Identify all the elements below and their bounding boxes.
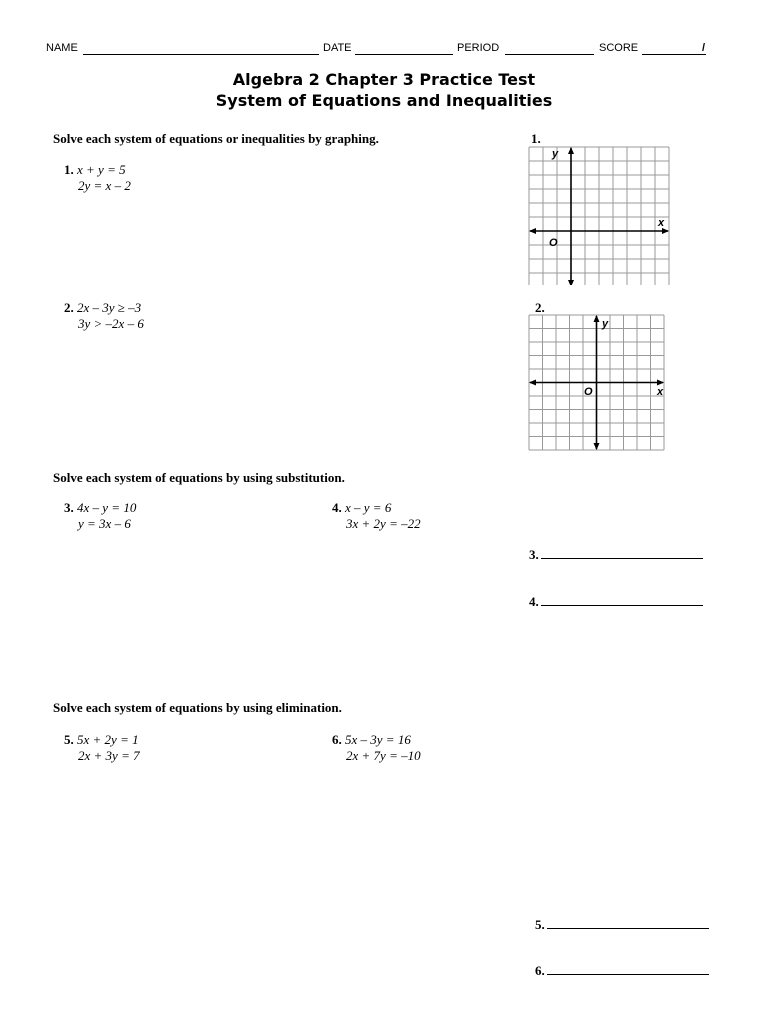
substitution-instructions: Solve each system of equations by using substitution. [53, 470, 345, 485]
problem-3 [64, 500, 136, 532]
problem-6-eq2: 2x + 7y = –10 [346, 748, 421, 763]
problem-6-number: 6. [332, 732, 342, 747]
graph-1-number: 1. [531, 131, 541, 146]
answer-5-field[interactable] [547, 916, 709, 929]
answer-5-number: 5. [535, 917, 545, 932]
problem-2-eq2: 3y > –2x – 6 [78, 316, 144, 331]
problem-4-eq2: 3x + 2y = –22 [346, 516, 421, 531]
answer-3-number: 3. [529, 547, 539, 562]
problem-4-eq1: x – y = 6 [345, 500, 392, 515]
graph-2-number: 2. [535, 300, 545, 315]
y-axis-down-arrow-icon [594, 443, 600, 450]
origin-label: O [584, 386, 593, 398]
date-label: DATE [323, 42, 352, 54]
page-title: Algebra 2 Chapter 3 Practice Test [232, 70, 536, 89]
elimination-instructions: Solve each system of equations by using elimination. [53, 700, 342, 715]
problem-3-number: 3. [64, 500, 74, 515]
problem-5-number: 5. [64, 732, 74, 747]
problem-5-eq1: 5x + 2y = 1 [77, 732, 139, 747]
x-axis-left-arrow-icon [529, 228, 536, 234]
page-subtitle: System of Equations and Inequalities [215, 91, 553, 110]
answer-4 [529, 593, 703, 610]
graphing-instructions: Solve each system of equations or inequalities by graphing. [53, 131, 379, 146]
y-axis-label: y [602, 318, 609, 330]
problem-2-number: 2. [64, 300, 74, 315]
period-label: PERIOD [457, 42, 500, 54]
problem-6-eq1: 5x – 3y = 16 [345, 732, 411, 747]
answer-4-field[interactable] [541, 593, 703, 606]
graph-1-grid[interactable] [528, 146, 671, 285]
score-field[interactable] [642, 54, 706, 55]
name-field[interactable] [83, 54, 319, 55]
name-label: NAME [46, 42, 78, 54]
y-axis-up-arrow-icon [594, 315, 600, 322]
x-axis-label: x [658, 217, 665, 229]
y-axis-label: y [552, 148, 559, 160]
problem-3-eq2: y = 3x – 6 [78, 516, 131, 531]
problem-5-eq2: 2x + 3y = 7 [78, 748, 140, 763]
answer-6-field[interactable] [547, 962, 709, 975]
score-slash: / [702, 42, 706, 54]
graph-2-grid[interactable] [528, 314, 671, 451]
origin-label: O [549, 237, 558, 249]
period-field[interactable] [505, 54, 594, 55]
answer-4-number: 4. [529, 594, 539, 609]
y-axis-up-arrow-icon [568, 147, 574, 154]
problem-4-number: 4. [332, 500, 342, 515]
answer-6-number: 6. [535, 963, 545, 978]
problem-2-eq1: 2x – 3y ≥ –3 [77, 300, 142, 315]
answer-5 [535, 916, 709, 933]
problem-1-number: 1. [64, 162, 74, 177]
x-axis-label: x [657, 386, 664, 398]
problem-1 [64, 162, 131, 194]
y-axis-down-arrow-icon [568, 280, 574, 285]
x-axis-left-arrow-icon [529, 380, 536, 386]
problem-1-eq2: 2y = x – 2 [78, 178, 131, 193]
problem-6 [332, 732, 421, 764]
answer-6 [535, 962, 709, 979]
problem-1-eq1: x + y = 5 [77, 162, 126, 177]
problem-5 [64, 732, 140, 764]
problem-4 [332, 500, 421, 532]
problem-3-eq1: 4x – y = 10 [77, 500, 137, 515]
problem-2 [64, 300, 144, 332]
date-field[interactable] [355, 54, 453, 55]
answer-3-field[interactable] [541, 546, 703, 559]
score-label: SCORE [599, 42, 639, 54]
answer-3 [529, 546, 703, 563]
x-axis-right-arrow-icon [657, 380, 664, 386]
